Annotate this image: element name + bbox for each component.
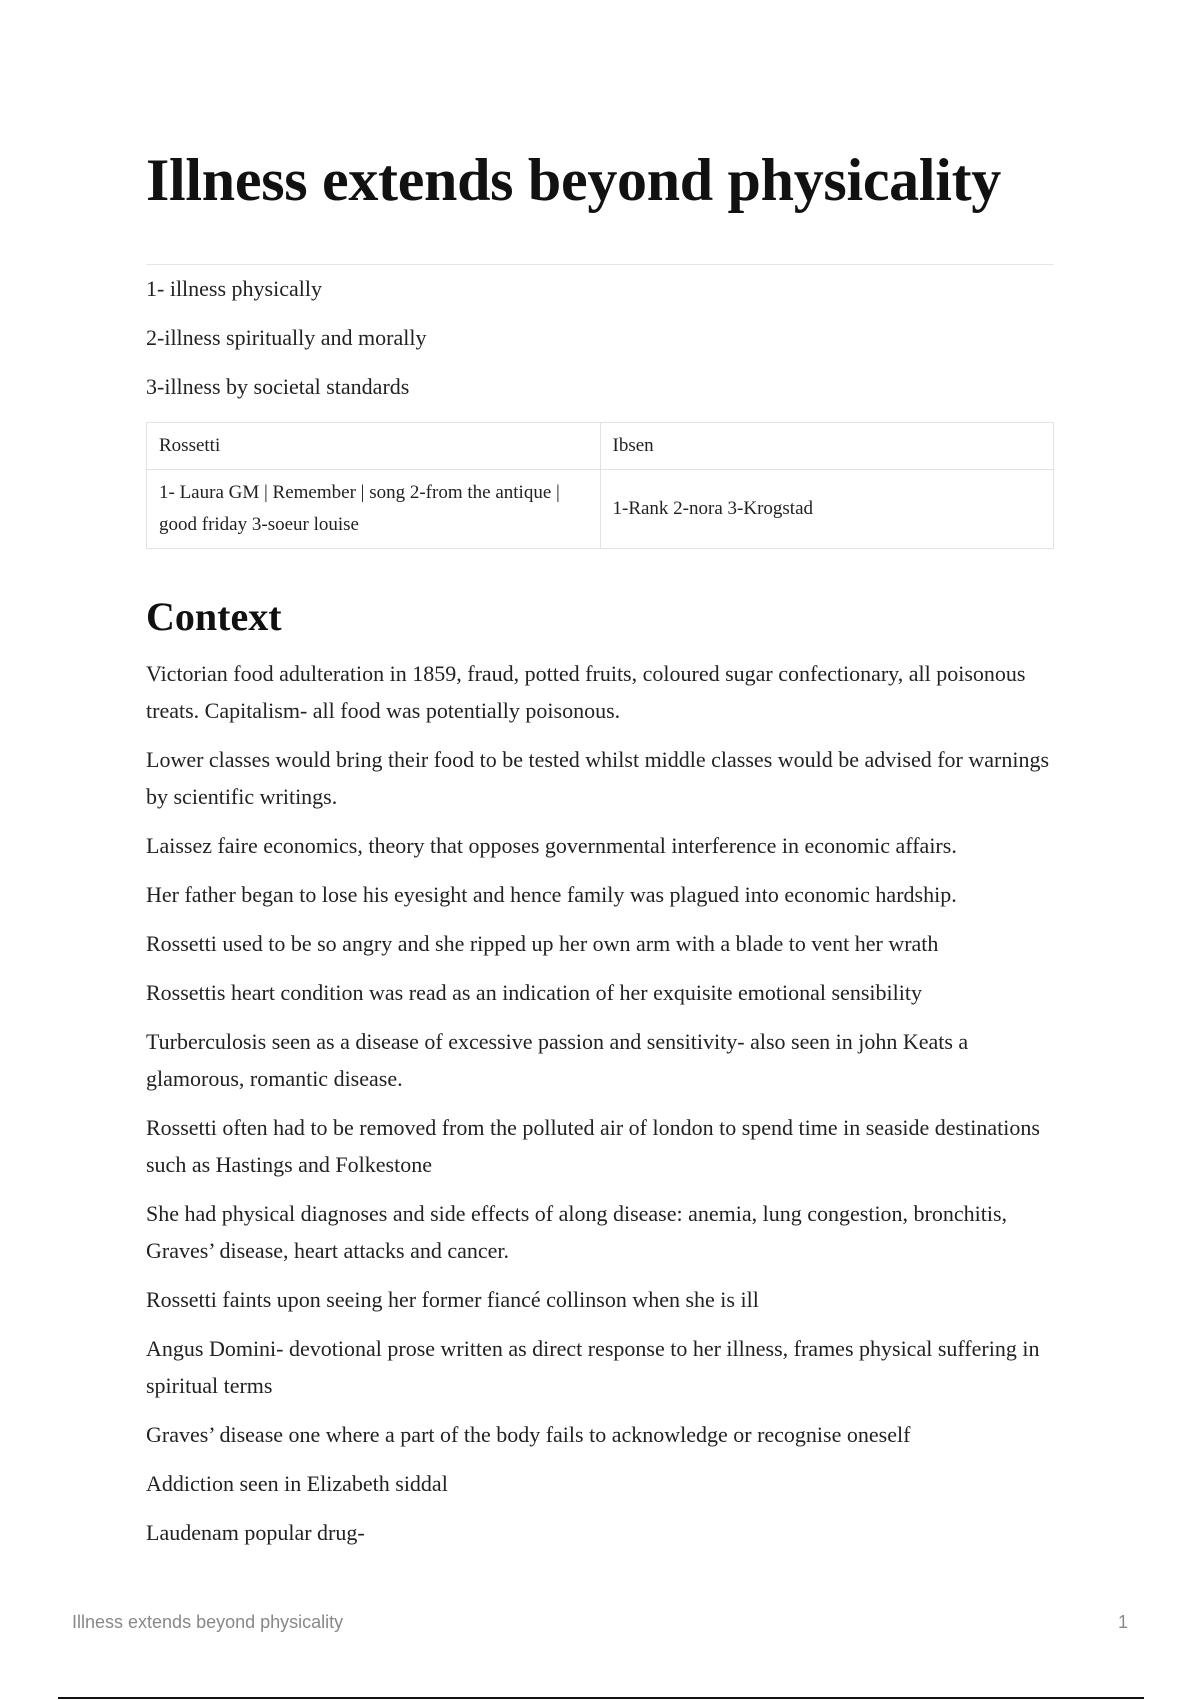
context-heading: Context	[146, 594, 282, 639]
comparison-table	[146, 422, 1054, 549]
context-paragraph: Rossetti faints upon seeing her former fiancé collinson when she is ill	[146, 1287, 759, 1312]
page-title: Illness extends beyond physicality	[146, 147, 1001, 213]
document-page	[146, 140, 1054, 1563]
bottom-border	[58, 1697, 1144, 1699]
outline-item: 3-illness by societal standards	[146, 374, 410, 399]
title-divider	[146, 264, 1054, 265]
context-paragraph: Laissez faire economics, theory that opposes governmental interference in economic affairs.	[146, 833, 957, 858]
table-cell: 1-Rank 2-nora 3-Krogstad	[600, 470, 1054, 549]
context-paragraph: Addiction seen in Elizabeth siddal	[146, 1471, 448, 1496]
table-header-row	[147, 423, 1054, 470]
context-paragraph: Graves’ disease one where a part of the body fails to acknowledge or recognise oneself	[146, 1422, 911, 1447]
table-header-cell: Ibsen	[600, 423, 1054, 470]
context-paragraph: Her father began to lose his eyesight and hence family was plagued into economic hardship.	[146, 882, 957, 907]
context-paragraph: Rossetti often had to be removed from the polluted air of london to spend time in seaside destinations such as Hastings and Folkestone	[146, 1115, 1040, 1177]
context-section	[146, 655, 1054, 1551]
table-cell: 1- Laura GM | Remember | song 2-from the antique | good friday 3-soeur louise	[147, 470, 601, 549]
context-paragraph: Lower classes would bring their food to be tested whilst middle classes would be advised for warnings by scientific writings.	[146, 747, 1050, 809]
table-row	[147, 470, 1054, 549]
table-header-cell: Rossetti	[147, 423, 601, 470]
outline-item: 2-illness spiritually and morally	[146, 325, 427, 350]
context-paragraph: Turberculosis seen as a disease of excessive passion and sensitivity- also seen in john Keats a glamorous, romantic disease.	[146, 1029, 969, 1091]
context-paragraph: She had physical diagnoses and side effects of along disease: anemia, lung congestion, bronchitis, Graves’ disease, heart attacks and cancer.	[146, 1201, 1008, 1263]
footer-title: Illness extends beyond physicality	[72, 1612, 344, 1632]
context-paragraph: Rossettis heart condition was read as an indication of her exquisite emotional sensibility	[146, 980, 922, 1005]
context-paragraph: Laudenam popular drug-	[146, 1520, 365, 1545]
outline-list	[146, 275, 1054, 401]
page-number: 1	[1117, 1612, 1128, 1632]
context-paragraph: Rossetti used to be so angry and she ripped up her own arm with a blade to vent her wrath	[146, 931, 939, 956]
context-paragraph: Victorian food adulteration in 1859, fraud, potted fruits, coloured sugar confectionary, all poisonous treats. Capitalism- all food was potentially poisonous.	[146, 661, 1026, 723]
context-paragraph: Angus Domini- devotional prose written as direct response to her illness, frames physical suffering in spiritual terms	[146, 1336, 1040, 1398]
outline-item: 1- illness physically	[146, 276, 322, 301]
